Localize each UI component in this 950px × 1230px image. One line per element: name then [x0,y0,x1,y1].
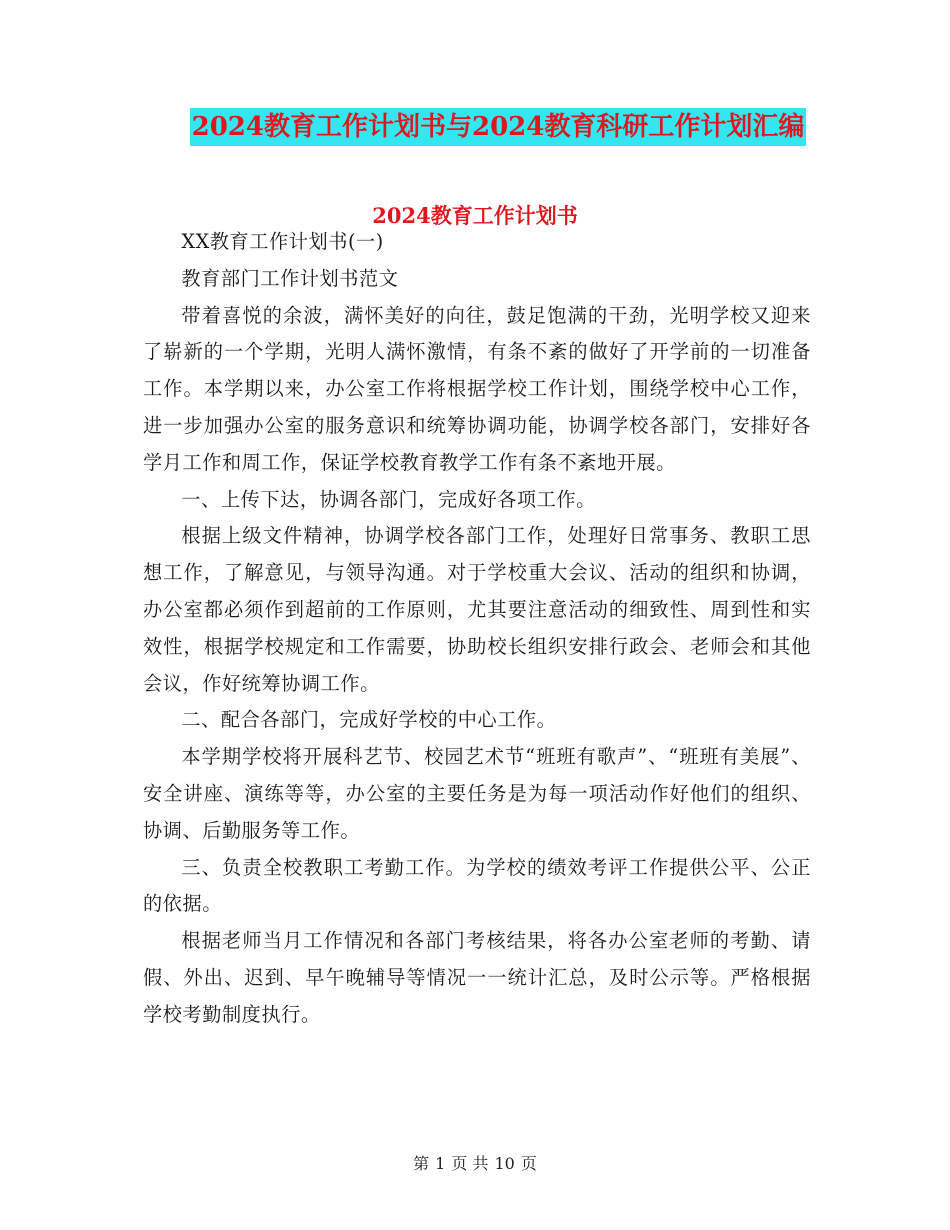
footer-total-pages: 10 [494,1154,515,1173]
footer-prefix: 第 [413,1154,430,1173]
paragraph-section-heading: 一、上传下达，协调各部门，完成好各项工作。 [181,487,596,511]
paragraph-heading-1: XX教育工作计划书(一) [181,230,384,253]
paragraph: 根据上级文件精神，协调学校各部门工作，处理好日常事务、教职工思想工作，了解意见，与领导沟通。对于学校重大会议、活动的组织和协调，办公室都必须作到超前的工作原则，尤其要注意活动的细致性、周到性和实效性，根据学校规定和工作需要，协助校长组织安排行政会、老师会和其他会议，作好统筹协调工作。 [143,524,811,695]
paragraph: 本学期学校将开展科艺节、校园艺术节“班班有歌声”、“班班有美展”、安全讲座、演练等等，办公室的主要任务是为每一项活动作好他们的组织、协调、后勤服务等工作。 [143,745,811,842]
paragraph-section-heading: 二、配合各部门，完成好学校的中心工作。 [181,708,557,732]
paragraph-heading-2: 教育部门工作计划书范文 [181,266,399,290]
paragraph: 根据老师当月工作情况和各部门考核结果，将各办公室老师的考勤、请假、外出、迟到、早午晚辅导等情况一一统计汇总，及时公示等。严格根据学校考勤制度执行。 [143,929,811,1026]
footer-page-number: 1 [435,1154,446,1173]
paragraph: 带着喜悦的余波，满怀美好的向往，鼓足饱满的干劲，光明学校又迎来了崭新的一个学期，光明人满怀激情，有条不紊的做好了开学前的一切准备工作。本学期以来，办公室工作将根据学校工作计划，围绕学校中心工作，进一步加强办公室的服务意识和统筹协调功能，协调学校各部门，安排好各学月工作和周工作，保证学校教育教学工作有条不紊地开展。 [143,303,811,474]
page-footer [0,1152,950,1176]
footer-suffix: 页 [520,1154,537,1173]
document-title: 2024教育工作计划书与2024教育科研工作计划汇编 [190,108,807,146]
footer-middle: 页 共 [451,1154,489,1173]
title-container [0,108,950,146]
document-body [143,224,811,1034]
section-title: 2024教育工作计划书 [372,203,578,228]
paragraph-section-heading: 三、负责全校教职工考勤工作。为学校的绩效考评工作提供公平、公正的依据。 [143,855,811,916]
